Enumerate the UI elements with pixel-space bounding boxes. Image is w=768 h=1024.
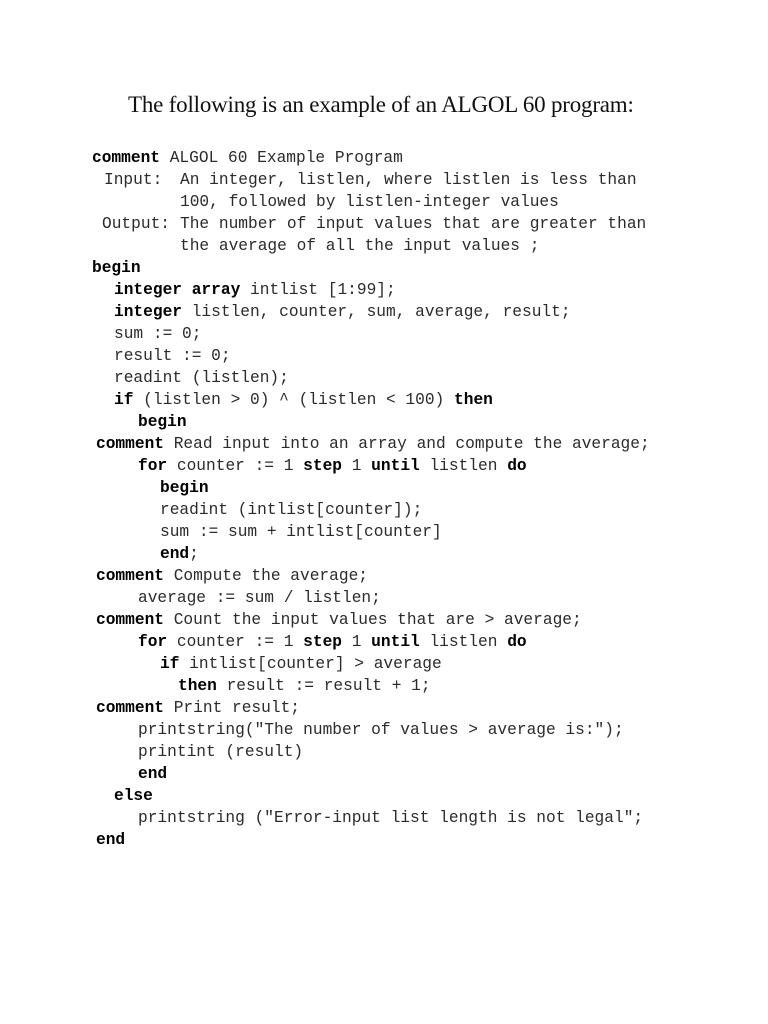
code-line	[104, 169, 162, 191]
code-keyword: comment	[96, 567, 164, 585]
code-text: sum := sum + intlist[counter]	[160, 523, 442, 541]
code-line	[160, 543, 199, 565]
code-keyword: comment	[96, 435, 164, 453]
code-keyword: end	[96, 831, 126, 849]
code-keyword: for	[138, 633, 168, 651]
code-line	[138, 631, 527, 653]
code-line	[96, 829, 125, 851]
code-keyword: comment	[96, 699, 164, 717]
code-line	[138, 763, 167, 785]
code-text: listlen	[419, 633, 508, 651]
code-keyword: integer array	[114, 281, 241, 299]
code-text: Read input into an array and compute the average;	[164, 435, 650, 453]
code-line	[160, 653, 442, 675]
code-line	[114, 785, 153, 807]
code-text: listlen	[419, 457, 508, 475]
code-keyword: then	[454, 391, 493, 409]
code-text: Input:	[104, 171, 163, 189]
code-line	[178, 675, 431, 697]
code-keyword: integer	[114, 303, 182, 321]
code-text: printstring("The number of values > average is:");	[138, 721, 624, 739]
code-keyword: then	[178, 677, 217, 695]
code-text: Output:	[102, 215, 170, 233]
code-line	[96, 609, 582, 631]
code-line	[92, 257, 141, 279]
code-text: ;	[189, 545, 199, 563]
code-line	[138, 455, 527, 477]
code-keyword: until	[371, 457, 420, 475]
code-keyword: comment	[96, 611, 164, 629]
code-line	[96, 565, 368, 587]
code-text: ALGOL 60 Example Program	[160, 149, 403, 167]
code-line	[96, 697, 300, 719]
code-line	[114, 367, 289, 389]
code-text: counter := 1	[167, 457, 304, 475]
code-text: intlist[counter] > average	[179, 655, 442, 673]
code-text: readint (listlen);	[114, 369, 289, 387]
code-keyword: comment	[92, 149, 160, 167]
code-keyword: step	[303, 633, 343, 651]
code-text: (listlen > 0) ^ (listlen < 100)	[133, 391, 455, 409]
code-line	[114, 345, 231, 367]
code-text: sum := 0;	[114, 325, 202, 343]
code-line	[180, 191, 559, 213]
code-line	[138, 411, 187, 433]
code-line	[180, 235, 539, 257]
code-line	[92, 147, 403, 169]
code-keyword: step	[303, 457, 343, 475]
code-line	[180, 169, 637, 191]
code-text: Print result;	[164, 699, 300, 717]
code-keyword: do	[507, 457, 527, 475]
code-text: 1	[342, 633, 372, 651]
code-text: result := 0;	[114, 347, 231, 365]
code-line	[114, 323, 201, 345]
code-keyword: begin	[138, 413, 187, 431]
code-line	[114, 389, 493, 411]
code-keyword: for	[138, 457, 168, 475]
code-text: result := result + 1;	[216, 677, 431, 695]
code-line	[138, 587, 381, 609]
code-line	[114, 301, 571, 323]
code-line	[102, 213, 170, 235]
code-line	[96, 433, 650, 455]
code-text: average := sum / listlen;	[138, 589, 381, 607]
code-keyword: if	[114, 391, 134, 409]
code-line	[180, 213, 646, 235]
code-line	[160, 499, 422, 521]
code-line	[138, 719, 624, 741]
code-keyword: begin	[160, 479, 209, 497]
code-text: listlen, counter, sum, average, result;	[182, 303, 571, 321]
code-keyword: end	[160, 545, 190, 563]
code-keyword: else	[114, 787, 153, 805]
code-line	[138, 741, 303, 763]
code-line	[160, 521, 442, 543]
code-text: 1	[342, 457, 372, 475]
code-text: The number of input values that are greater than	[180, 215, 647, 233]
code-text: readint (intlist[counter]);	[160, 501, 423, 519]
code-text: Count the input values that are > average;	[164, 611, 582, 629]
code-text: printstring ("Error-input list length is not legal";	[138, 809, 644, 827]
page-title: The following is an example of an ALGOL 60 program:	[128, 92, 634, 117]
code-text: An integer, listlen, where listlen is less than	[180, 171, 637, 189]
code-text: intlist [1:99];	[240, 281, 396, 299]
code-text: Compute the average;	[164, 567, 368, 585]
code-text: printint (result)	[138, 743, 304, 761]
code-keyword: until	[371, 633, 420, 651]
code-keyword: begin	[92, 259, 141, 277]
code-keyword: do	[507, 633, 527, 651]
code-line	[114, 279, 396, 301]
code-text: counter := 1	[167, 633, 304, 651]
code-line	[138, 807, 643, 829]
code-text: the average of all the input values ;	[180, 237, 540, 255]
code-keyword: end	[138, 765, 168, 783]
code-keyword: if	[160, 655, 180, 673]
code-text: 100, followed by listlen-integer values	[180, 193, 559, 211]
code-line	[160, 477, 209, 499]
